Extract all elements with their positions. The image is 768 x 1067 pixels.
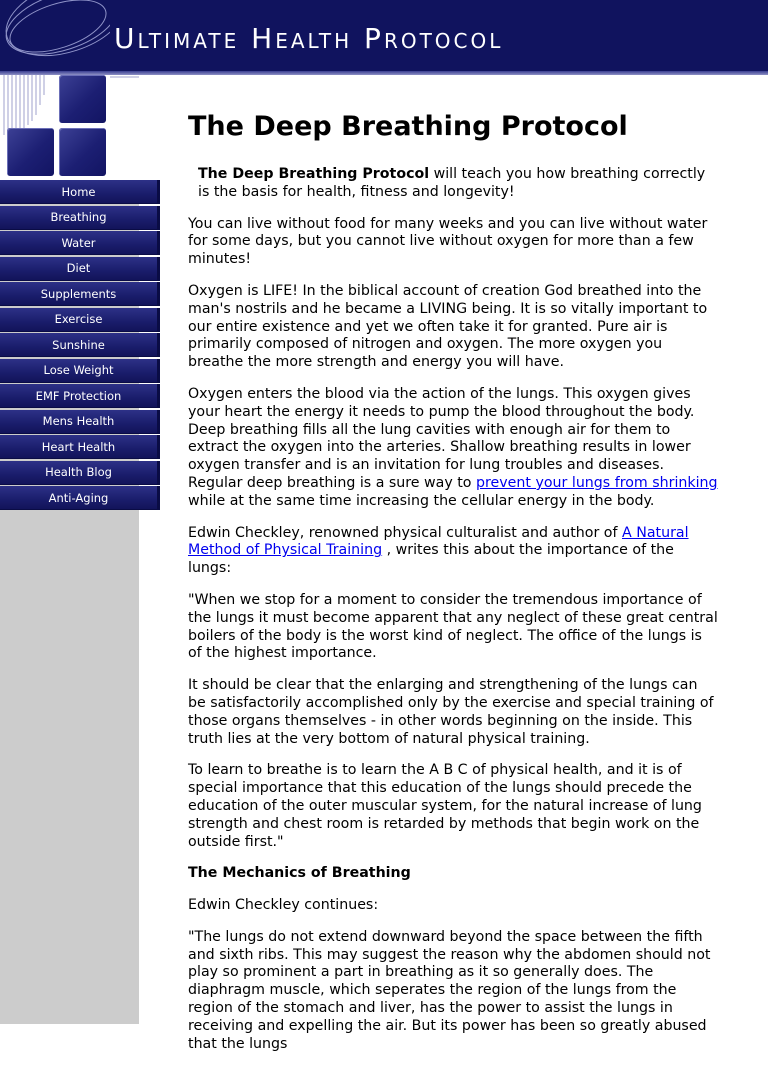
nav-item-mens-health[interactable]: Mens Health [0, 410, 160, 434]
main-navigation [0, 180, 160, 512]
paragraph-text: Edwin Checkley, renowned physical culturalist and author of [188, 524, 622, 541]
paragraph-checkley-intro [188, 525, 718, 578]
nav-item-heart-health[interactable]: Heart Health [0, 435, 160, 459]
paragraph-checkley-continues: Edwin Checkley continues: [188, 897, 379, 914]
nav-item-sunshine[interactable]: Sunshine [0, 333, 160, 357]
paragraph-oxygen-life: Oxygen is LIFE! In the biblical account of creation God breathed into the man's nostrils and he became a LIVING being. It is so vitally important to our entire existence and yet we often take it for granted. Pure air is primarily composed of nitrogen and oxygen. The more oxygen you breathe the more strength and energy you will have. [188, 282, 708, 371]
intro-bold-text: The Deep Breathing Protocol [198, 166, 430, 182]
quote-paragraph-3: To learn to breathe is to learn the A B C of physical health, and it is of special importance that this education of the lungs should precede the education of the outer muscular system, for the natural increase of lung strength and chest room is retarded by methods that begin work on the outside first." [188, 762, 702, 850]
nav-item-supplements[interactable]: Supplements [0, 282, 160, 306]
site-header [0, 0, 768, 75]
nav-item-home[interactable]: Home [0, 180, 160, 204]
paragraph-text: , writes this about the importance of the lungs: [188, 542, 674, 577]
prevent-lungs-shrinking-link[interactable]: prevent your lungs from shrinking [476, 474, 718, 491]
decorative-cube [59, 128, 106, 176]
natural-method-book-link[interactable]: A Natural Method of Physical Training [188, 524, 689, 559]
nav-item-anti-aging[interactable]: Anti-Aging [0, 486, 160, 510]
paragraph-food-water: You can live without food for many weeks and you can live without water for some days, but you cannot live without oxygen for more than a few minutes! [188, 215, 708, 268]
quote-paragraph-lungs: "The lungs do not extend downward beyond the space between the fifth and sixth ribs. This may suggest the reason why the abdomen should not play so prominent a part in breathing as it so generally does. The diaphragm muscle, which seperates the region of the lungs from the region of the stomach and liver, has the power to assist the lungs in receiving and expelling the air. But its power has been so greatly abused that the lungs [188, 928, 711, 1052]
intro-text: will teach you how breathing correctly is the basis for health, fitness and longevity! [198, 166, 706, 200]
paragraph-oxygen-blood [188, 386, 718, 511]
site-title: Ultimate Health Protocol [114, 22, 504, 55]
page-title: The Deep Breathing Protocol [188, 111, 628, 142]
sidebar-decoration [0, 75, 139, 180]
decorative-cube [59, 75, 106, 123]
nav-item-diet[interactable]: Diet [0, 257, 160, 281]
nav-item-water[interactable]: Water [0, 231, 160, 255]
nav-item-health-blog[interactable]: Health Blog [0, 461, 160, 485]
paragraph-text: while at the same time increasing the cellular energy in the body. [188, 492, 655, 509]
nav-item-emf-protection[interactable]: EMF Protection [0, 384, 160, 408]
decorative-cube [7, 128, 54, 176]
section-heading-mechanics: The Mechanics of Breathing [188, 865, 411, 882]
main-content [188, 110, 718, 1067]
quote-paragraph-2: It should be clear that the enlarging and strengthening of the lungs can be satisfactorily accomplished only by the exercise and special training of those organs themselves - in other words beginning on the inside. This truth lies at the very bottom of natural physical training. [188, 677, 714, 747]
header-swirl-graphic [0, 0, 110, 75]
nav-item-breathing[interactable]: Breathing [0, 206, 160, 230]
nav-item-lose-weight[interactable]: Lose Weight [0, 359, 160, 383]
intro-paragraph [188, 166, 718, 202]
nav-item-exercise[interactable]: Exercise [0, 308, 160, 332]
quote-paragraph-1: "When we stop for a moment to consider the tremendous importance of the lungs it must become apparent that any neglect of these great central boilers of the body is the worst kind of neglect. The office of the lungs is of the highest importance. [188, 591, 718, 662]
paragraph-text: Oxygen enters the blood via the action of the lungs. This oxygen gives your heart the energy it needs to pump the blood throughout the body. Deep breathing fills all the lung cavities with enough air for them to extract the oxygen into the arteries. Shallow breathing results in lower oxygen transfer and is an invitation for lung troubles and diseases. Regular deep breathing is a sure way to [188, 385, 695, 491]
